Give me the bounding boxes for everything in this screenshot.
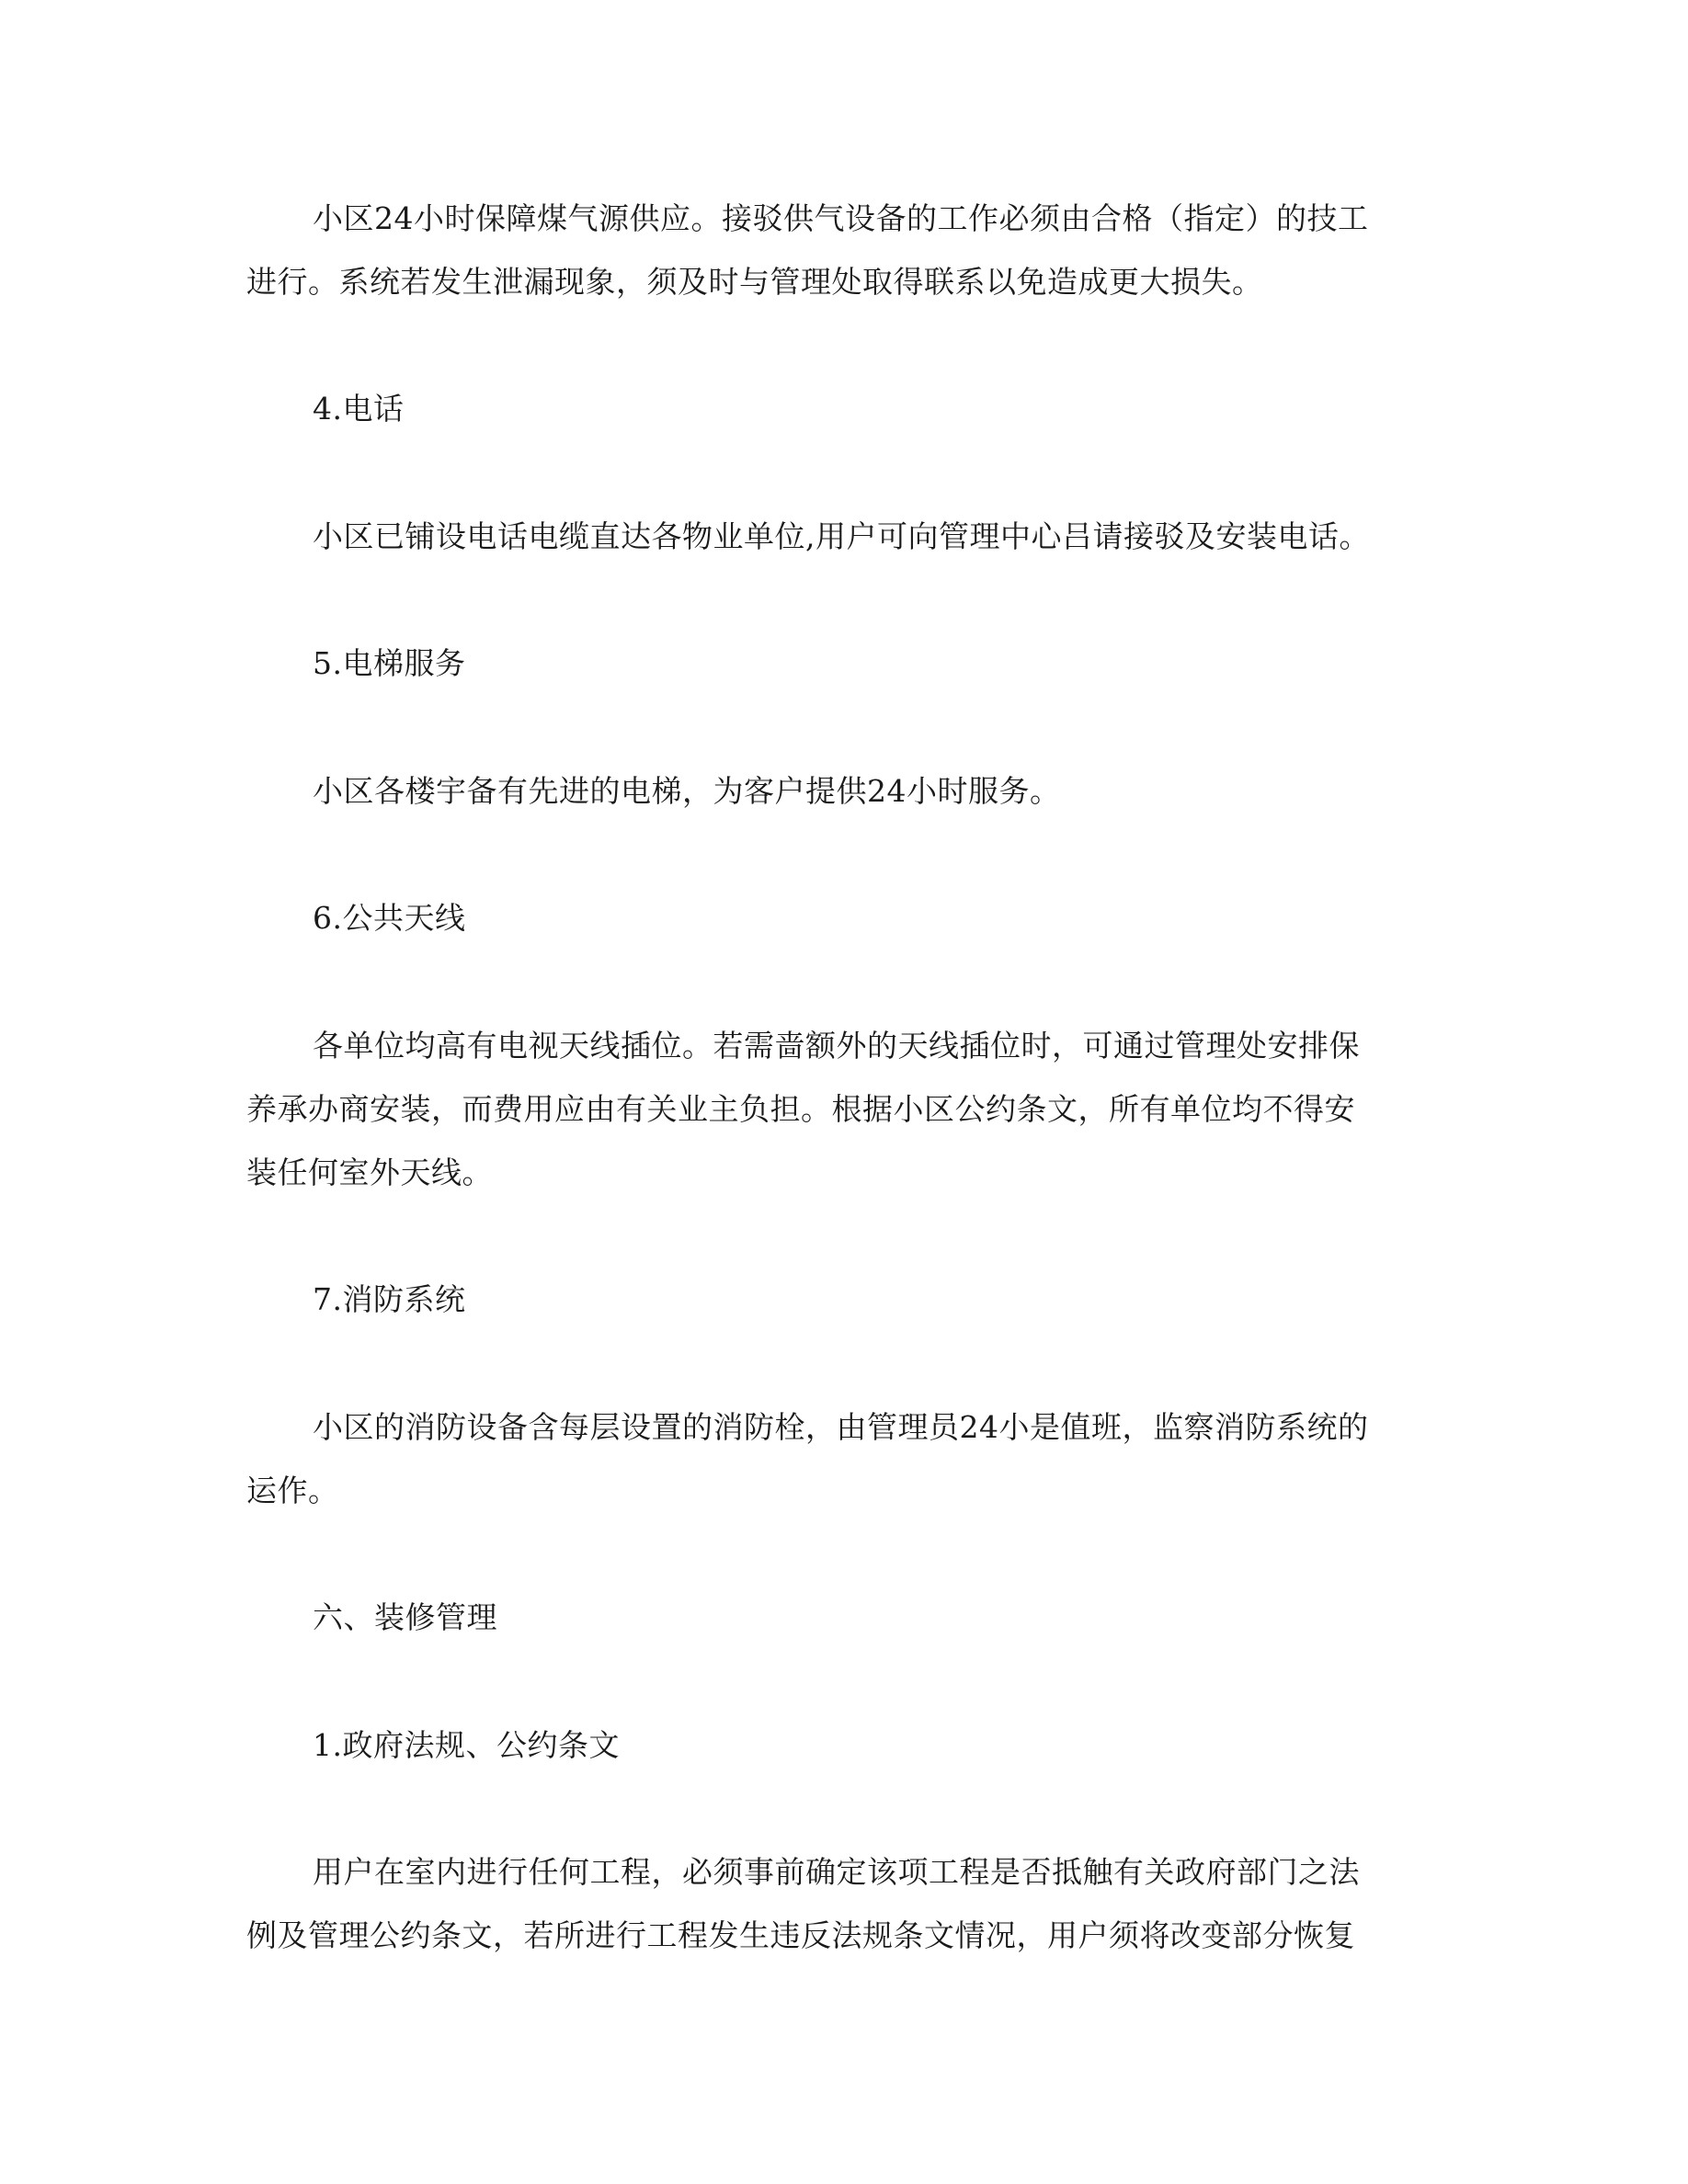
paragraph-elevator-line-1: 小区各楼宇备有先进的电梯，为客户提供24小时服务。 [313,773,1061,809]
heading-fire-system: 7.消防系统 [313,1281,466,1317]
paragraph-antenna-line-2: 养承办商安装，而费用应由有关业主负担。根据小区公约条文，所有单位均不得安 [246,1091,1355,1127]
heading-telephone: 4.电话 [313,391,405,427]
paragraph-fire-line-1: 小区的消防设备含每层设置的消防栓，由管理员24小是值班，监察消防系统的 [313,1409,1369,1445]
paragraph-gas-line-2: 进行。系统若发生泄漏现象，须及时与管理处取得联系以免造成更大损失。 [246,264,1263,300]
paragraph-antenna-line-3: 装任何室外天线。 [246,1155,493,1190]
heading-renovation-management: 六、装修管理 [313,1599,497,1635]
paragraph-regulations-line-1: 用户在室内进行任何工程，必须事前确定该项工程是否抵触有关政府部门之法 [313,1854,1360,1890]
paragraph-antenna-line-1: 各单位均高有电视天线插位。若需啬额外的天线插位时，可通过管理处安排保 [313,1028,1360,1064]
paragraph-regulations-line-2: 例及管理公约条文，若所进行工程发生违反法规条文情况，用户须将改变部分恢复 [246,1917,1355,1953]
heading-regulations: 1.政府法规、公约条文 [313,1727,620,1763]
paragraph-gas-line-1: 小区24小时保障煤气源供应。接驳供气设备的工作必须由合格（指定）的技工 [313,200,1369,236]
heading-antenna: 6.公共天线 [313,900,466,936]
paragraph-telephone-line-1: 小区已铺设电话电缆直达各物业单位,用户可向管理中心吕请接驳及安装电话。 [313,518,1370,554]
paragraph-fire-line-2: 运作。 [246,1473,339,1508]
heading-elevator: 5.电梯服务 [313,645,466,681]
